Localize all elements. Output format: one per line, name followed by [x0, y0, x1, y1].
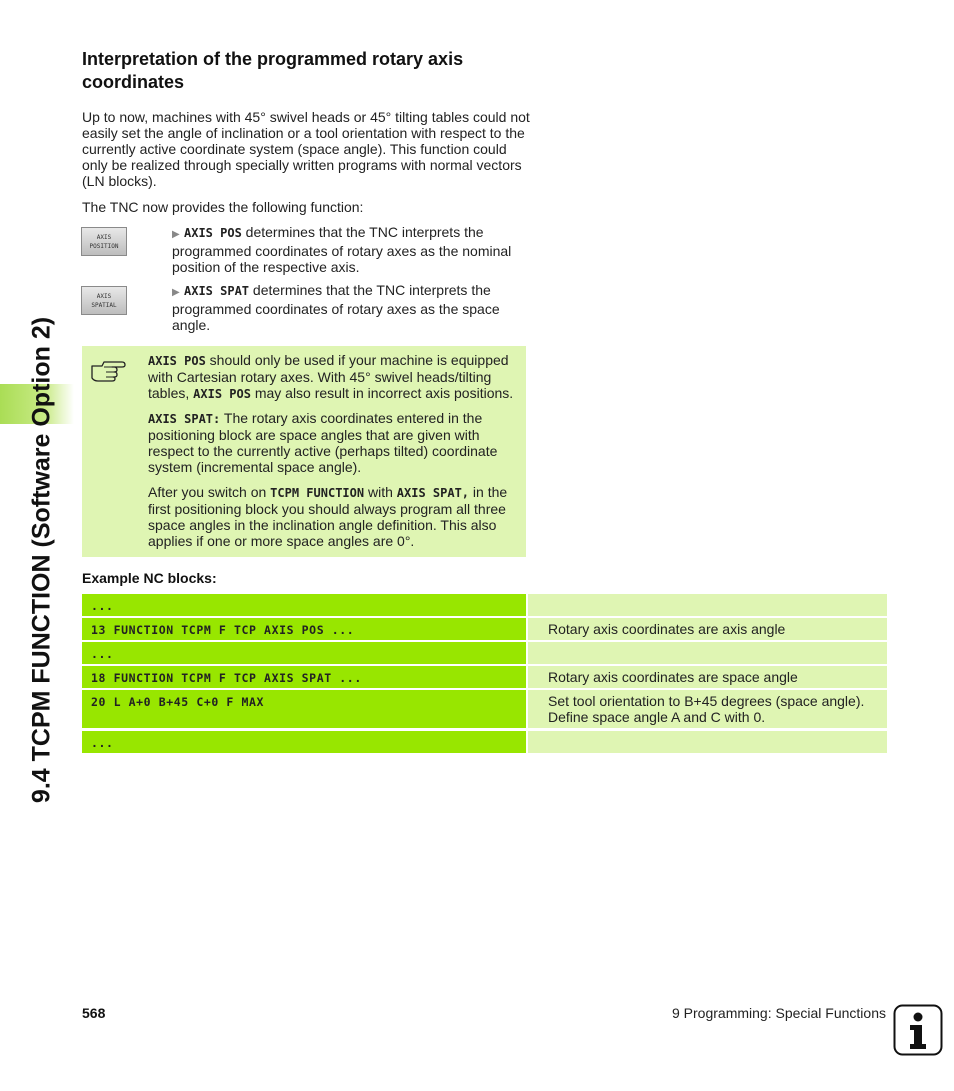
note-paragraph-2 — [148, 410, 520, 475]
section-heading: Interpretation of the programmed rotary axis coordinates — [82, 49, 464, 92]
nc-comment — [528, 594, 887, 616]
nc-code: ... — [82, 731, 526, 753]
axis-spatial-softkey — [81, 286, 127, 315]
note-text: may also result in incorrect axis positions. — [250, 385, 514, 401]
note-box — [82, 346, 526, 557]
info-icon — [893, 1004, 943, 1056]
nc-code: ... — [82, 642, 526, 664]
nc-row — [82, 690, 887, 728]
softkey-line2: POSITION — [89, 242, 119, 250]
nc-code: 20 L A+0 B+45 C+0 F MAX — [82, 690, 526, 728]
triangle-bullet-icon: ▶ — [172, 229, 180, 240]
axis-position-softkey — [81, 227, 127, 256]
bullet-axis-spat — [172, 282, 527, 333]
bullet-code: AXIS SPAT — [184, 284, 250, 298]
triangle-bullet-icon: ▶ — [172, 287, 180, 298]
nc-comment — [528, 731, 887, 753]
softkey-line1: AXIS — [96, 292, 112, 300]
example-label: Example NC blocks: — [82, 570, 217, 586]
nc-code: 18 FUNCTION TCPM F TCP AXIS SPAT ... — [82, 666, 526, 688]
note-code: AXIS POS — [148, 354, 206, 368]
note-code: TCPM FUNCTION — [270, 486, 365, 500]
provides-paragraph: The TNC now provides the following function: — [82, 199, 364, 215]
softkey-line2: SPATIAL — [91, 301, 117, 309]
note-code: AXIS SPAT: — [148, 412, 221, 426]
page-number: 568 — [82, 1005, 106, 1021]
note-code: AXIS POS — [193, 387, 251, 401]
bullet-code: AXIS POS — [184, 226, 242, 240]
note-text: should only be used if your machine is equipped with Cartesian rotary axes. With 45° swivel heads/tilting tables, — [148, 352, 509, 401]
note-code: AXIS SPAT, — [396, 486, 470, 500]
chapter-footer: 9 Programming: Special Functions — [672, 1005, 886, 1021]
nc-row — [82, 731, 887, 753]
softkey-line1: AXIS — [96, 233, 112, 241]
note-paragraph-3 — [148, 484, 520, 549]
nc-comment: Set tool orientation to B+45 degrees (space angle). Define space angle A and C with 0. — [528, 690, 887, 728]
nc-comment — [528, 642, 887, 664]
note-text: in the first positioning block you should always program all three space angles in the inclination angle definition. This also applies if one or more space angles are 0°. — [148, 484, 508, 549]
nc-row — [82, 594, 887, 616]
bullet-axis-pos — [172, 224, 527, 275]
bullet-text: determines that the TNC interprets the programmed coordinates of rotary axes as the space angle. — [172, 282, 500, 333]
note-text: After you switch on — [148, 484, 271, 500]
note-text: with — [364, 484, 397, 500]
nc-code: 13 FUNCTION TCPM F TCP AXIS POS ... — [82, 618, 526, 640]
note-paragraph-1 — [148, 352, 520, 402]
nc-row — [82, 642, 887, 664]
intro-paragraph: Up to now, machines with 45° swivel heads or 45° tilting tables could not easily set the angle of inclination or a tool orientation with respect to the currently active coordinate system (space angle). This function could only be realized through specially written programs with normal vectors (LN blocks). — [82, 109, 530, 189]
pointing-hand-icon — [90, 354, 126, 382]
nc-code: ... — [82, 594, 526, 616]
side-section-title: 9.4 TCPM FUNCTION (Software Option 2) — [27, 316, 56, 804]
note-text: The rotary axis coordinates entered in the positioning block are space angles that are given with respect to the currently active (perhaps tilted) coordinate system (incremental space angle). — [148, 410, 498, 475]
nc-row — [82, 618, 887, 640]
nc-comment: Rotary axis coordinates are axis angle — [528, 618, 887, 640]
nc-comment: Rotary axis coordinates are space angle — [528, 666, 887, 688]
nc-row — [82, 666, 887, 688]
bullet-text: determines that the TNC interprets the programmed coordinates of rotary axes as the nominal position of the respective axis. — [172, 224, 512, 275]
